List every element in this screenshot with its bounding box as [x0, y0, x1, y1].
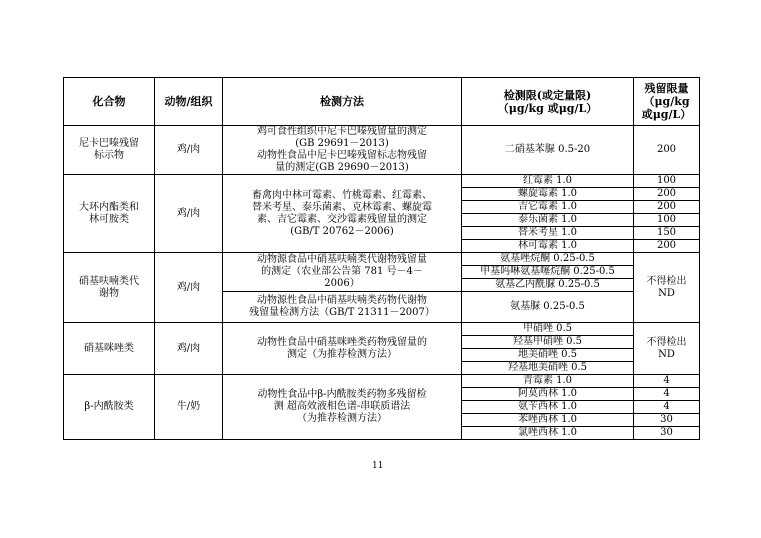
- tissue-cell: 鸡/肉: [155, 175, 223, 253]
- analyte-cell: 羟基甲硝唑 0.5: [462, 336, 634, 349]
- compound-line: 尼卡巴嗪残留: [79, 138, 139, 149]
- header-mrl-unit-alt: 或μg/L）: [641, 108, 692, 121]
- table-row: [64, 323, 700, 336]
- limit-cell: [634, 323, 700, 375]
- limit-cell: 200: [634, 240, 700, 253]
- method-cell: [223, 375, 462, 440]
- analyte-cell: 氨基唑烷酮 0.25-0.5: [462, 253, 634, 266]
- table-body: [64, 126, 700, 440]
- method-line: 残留量检测方法（GB/T 21311－2007）: [249, 307, 435, 318]
- analyte-cell: 吉它霉素 1.0: [462, 201, 634, 214]
- method-line: 动物性食品中尼卡巴嗪残留标志物残留: [257, 150, 427, 161]
- method-line: 动物源性食品中硝基呋喃类药物代谢物: [257, 295, 427, 306]
- compound-line: 谢物: [99, 287, 119, 299]
- analyte-cell: 螺旋霉素 1.0: [462, 188, 634, 201]
- header-mrl-line: 残留限量: [644, 82, 689, 95]
- method-line: 动物源食品中硝基呋喃类代谢物残留量: [257, 254, 427, 265]
- analyte-cell: 氨基乙内酰脲 0.25-0.5: [462, 279, 634, 292]
- header-detection-limit: [462, 78, 634, 126]
- method-cell: [223, 292, 462, 323]
- analyte-cell: 阿莫西林 1.0: [462, 388, 634, 401]
- method-line: 测定（为推荐检测方法）: [287, 348, 397, 360]
- limit-cell: 4: [634, 401, 700, 414]
- residue-limits-table: [63, 77, 700, 440]
- analyte-cell: 氯唑西林 1.0: [462, 427, 634, 440]
- method-line: 2006）: [324, 278, 360, 289]
- header-residue-limit: [634, 78, 700, 126]
- table-row: [64, 175, 700, 188]
- method-cell: [223, 126, 462, 175]
- header-lod-unit: （μg/kg 或μg/L）: [497, 101, 598, 115]
- limit-cell: 200: [634, 188, 700, 201]
- method-line: 量的测定(GB 29690－2013): [275, 162, 409, 173]
- method-line: 素、吉它霉素、交沙霉素残留量的测定: [257, 213, 427, 225]
- analyte-cell: 甲硝唑 0.5: [462, 323, 634, 336]
- method-cell: [223, 323, 462, 375]
- analyte-cell: 地美硝唑 0.5: [462, 349, 634, 362]
- compound-line: 林可胺类: [89, 213, 129, 225]
- header-lod-line: 检测限(或定量限): [503, 88, 592, 102]
- header-row: [64, 78, 700, 126]
- limit-cell: 150: [634, 227, 700, 240]
- limit-cell: [634, 253, 700, 323]
- limit-cell: 200: [634, 201, 700, 214]
- tissue-cell: 鸡/肉: [155, 253, 223, 323]
- analyte-cell: 林可霉素 1.0: [462, 240, 634, 253]
- analyte-cell: 红霉素 1.0: [462, 175, 634, 188]
- page-number: 11: [372, 461, 384, 471]
- table-row: [64, 253, 700, 266]
- method-line: （为推荐检测方法）: [297, 413, 387, 424]
- limit-line: 不得检出: [646, 336, 687, 348]
- limit-cell: 200: [634, 126, 700, 175]
- compound-line: 标示物: [94, 150, 124, 161]
- analyte-cell: 氨苄西林 1.0: [462, 401, 634, 414]
- limit-cell: 30: [634, 427, 700, 440]
- limit-cell: 100: [634, 214, 700, 227]
- tissue-cell: 牛/奶: [155, 375, 223, 440]
- compound-cell: [64, 253, 155, 323]
- method-cell: [223, 175, 462, 253]
- limit-line: 不得检出: [646, 275, 687, 287]
- method-line: 替米考星、泰乐菌素、克林霉素、螺旋霉: [252, 201, 432, 213]
- compound-cell: [64, 323, 155, 375]
- analyte-cell: 氨基脲 0.25-0.5: [462, 292, 634, 323]
- analyte-cell: 青霉素 1.0: [462, 375, 634, 388]
- compound-line: 硝基咪唑类: [84, 342, 134, 354]
- analyte-cell: 二硝基苯脲 0.5-20: [462, 126, 634, 175]
- method-line: 测 超高效液相色谱-串联质谱法: [273, 401, 411, 412]
- compound-line: β-内酰胺类: [84, 401, 134, 412]
- analyte-cell: 羟基地美硝唑 0.5: [462, 362, 634, 375]
- analyte-cell: 苯唑西林 1.0: [462, 414, 634, 427]
- tissue-cell: 鸡/肉: [155, 126, 223, 175]
- analyte-cell: 替米考星 1.0: [462, 227, 634, 240]
- method-line: 动物性食品中β-内酰胺类药物多残留检: [257, 389, 427, 400]
- table-row: [64, 126, 700, 175]
- compound-line: 大环内酯类和: [79, 201, 139, 213]
- method-line: (GB 29691－2013): [295, 138, 389, 149]
- analyte-cell: 甲基吗啉氨基噻烷酮 0.25-0.5: [462, 266, 634, 279]
- limit-cell: 30: [634, 414, 700, 427]
- header-tissue: 动物/组织: [155, 78, 223, 126]
- tissue-cell: 鸡/肉: [155, 323, 223, 375]
- header-compound: 化合物: [64, 78, 155, 126]
- method-line: 畜禽肉中林可霉素、竹桃霉素、红霉素、: [252, 189, 432, 201]
- compound-cell: [64, 175, 155, 253]
- method-line: 动物性食品中硝基咪唑类药物残留量的: [257, 336, 427, 348]
- method-cell: [223, 253, 462, 292]
- limit-line: ND: [658, 348, 675, 360]
- compound-line: 硝基呋喃类代: [79, 275, 139, 287]
- compound-cell: [64, 126, 155, 175]
- analyte-cell: 泰乐菌素 1.0: [462, 214, 634, 227]
- compound-cell: [64, 375, 155, 440]
- header-mrl-unit: （μg/kg: [643, 95, 690, 108]
- limit-cell: 4: [634, 388, 700, 401]
- table-row: [64, 375, 700, 388]
- limit-line: ND: [658, 287, 675, 299]
- method-line: 鸡可食性组织中尼卡巴嗪残留量的测定: [257, 126, 427, 137]
- method-line: 的测定（农业部公告第 781 号－4－: [261, 266, 423, 277]
- header-method: 检测方法: [223, 78, 462, 126]
- limit-cell: 100: [634, 175, 700, 188]
- method-line: (GB/T 20762－2006): [290, 225, 394, 237]
- limit-cell: 4: [634, 375, 700, 388]
